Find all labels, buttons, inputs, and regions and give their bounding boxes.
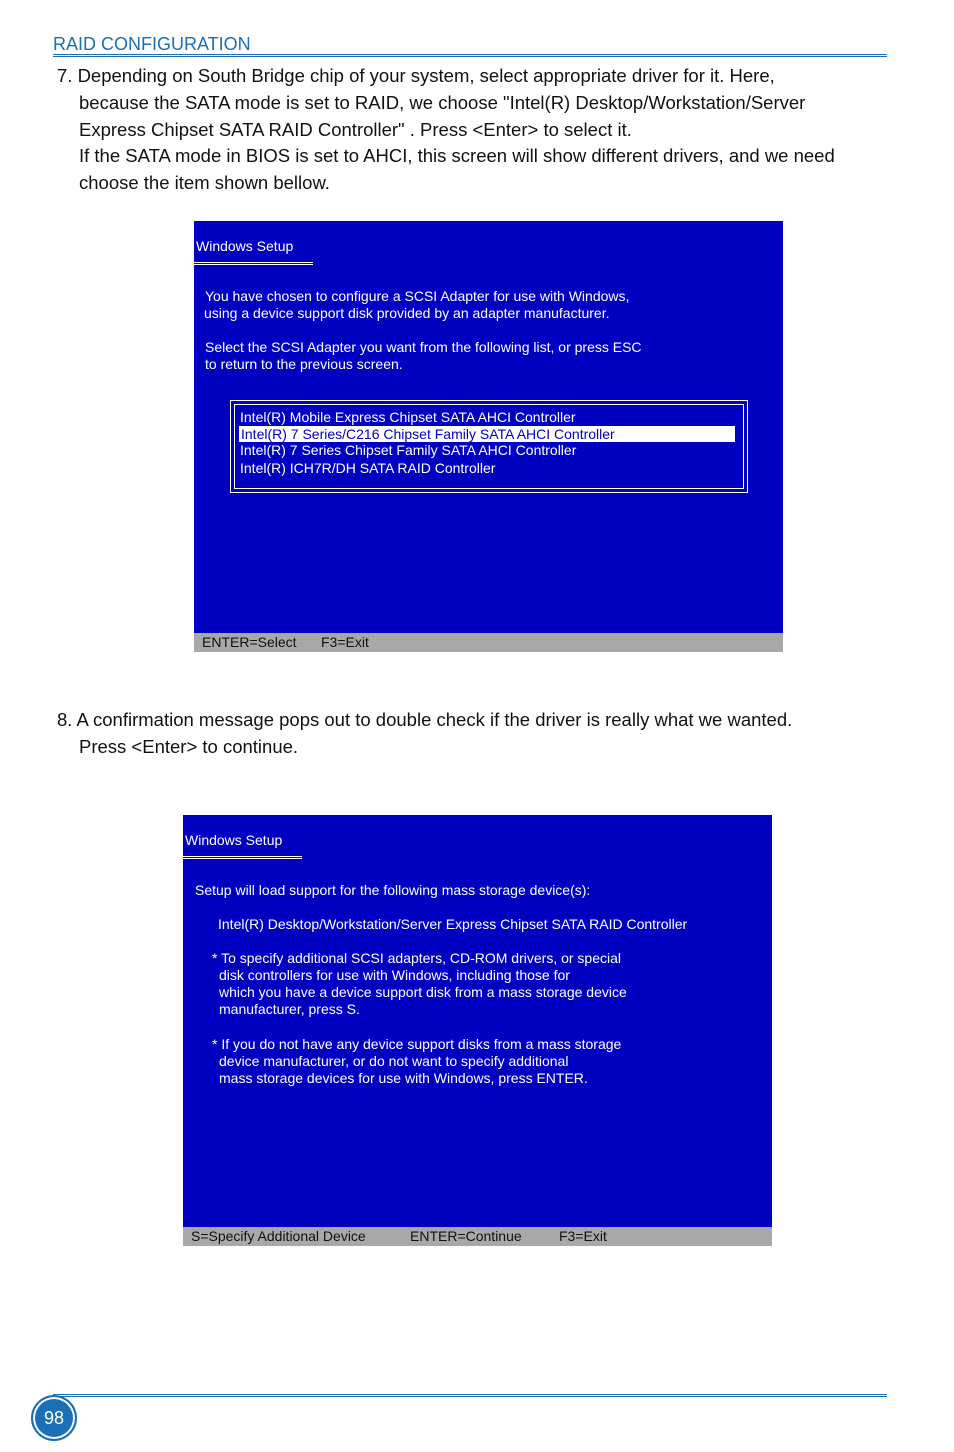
list-item[interactable]: Intel(R) 7 Series Chipset Family SATA AHCI Controller [240,442,577,458]
bullet-line: disk controllers for use with Windows, including those for [219,967,570,983]
step-7-line: Express Chipset SATA RAID Controller" . Press <Enter> to select it. [79,118,632,140]
bullet-line: mass storage devices for use with Windows, press ENTER. [219,1070,588,1086]
header-rule [53,54,887,57]
step-7-line: because the SATA mode is set to RAID, we choose "Intel(R) Desktop/Workstation/Server [79,91,806,113]
step-8-line: 8. A confirmation message pops out to double check if the driver is really what we wanted. [57,709,793,730]
instruction-line: to return to the previous screen. [205,356,403,372]
instruction-line: Select the SCSI Adapter you want from the following list, or press ESC [205,339,642,355]
step-8-line: Press <Enter> to continue. [79,735,299,757]
intro-line: Setup will load support for the following mass storage device(s): [195,882,591,898]
step-7-text [57,63,897,197]
enter-select-hint: ENTER=Select [202,634,297,650]
status-bar [183,1227,772,1246]
windows-setup-adapter-screen [194,221,783,652]
step-7-line: 7. Depending on South Bridge chip of your system, select appropriate driver for it. Here, [57,65,775,86]
bullet-line: manufacturer, press S. [219,1001,360,1017]
intro-line: using a device support disk provided by an adapter manufacturer. [204,305,610,321]
specify-device-hint: S=Specify Additional Device [191,1228,366,1244]
step-8-text [57,707,897,761]
step-7-line: choose the item shown bellow. [79,172,330,194]
adapter-list [230,400,748,493]
windows-setup-confirm-screen [183,815,772,1246]
title-rule [183,856,302,859]
screen-title: Windows Setup [185,832,283,848]
device-name: Intel(R) Desktop/Workstation/Server Express Chipset SATA RAID Controller [218,916,688,932]
list-item[interactable]: Intel(R) Mobile Express Chipset SATA AHCI Controller [240,409,576,425]
status-bar [194,633,783,652]
bullet-line: which you have a device support disk from a mass storage device [219,984,627,1000]
page-number: 98 [31,1395,77,1441]
section-title: RAID CONFIGURATION [53,34,251,54]
screen-title: Windows Setup [196,238,294,254]
footer-rule [53,1394,887,1397]
intro-line: You have chosen to configure a SCSI Adapter for use with Windows, [205,288,630,304]
title-rule [194,262,313,265]
f3-exit-hint: F3=Exit [321,634,369,650]
bullet-line: * To specify additional SCSI adapters, CD-ROM drivers, or special [212,950,622,966]
bullet-line: * If you do not have any device support disks from a mass storage [212,1036,622,1052]
f3-exit-hint: F3=Exit [559,1228,607,1244]
step-7-line: If the SATA mode in BIOS is set to AHCI, this screen will show different drivers, and we need [79,145,835,167]
bullet-line: device manufacturer, or do not want to specify additional [219,1053,569,1069]
list-item-selected[interactable]: Intel(R) 7 Series/C216 Chipset Family SATA AHCI Controller [239,426,735,442]
list-item[interactable]: Intel(R) ICH7R/DH SATA RAID Controller [240,460,496,476]
enter-continue-hint: ENTER=Continue [410,1228,522,1244]
